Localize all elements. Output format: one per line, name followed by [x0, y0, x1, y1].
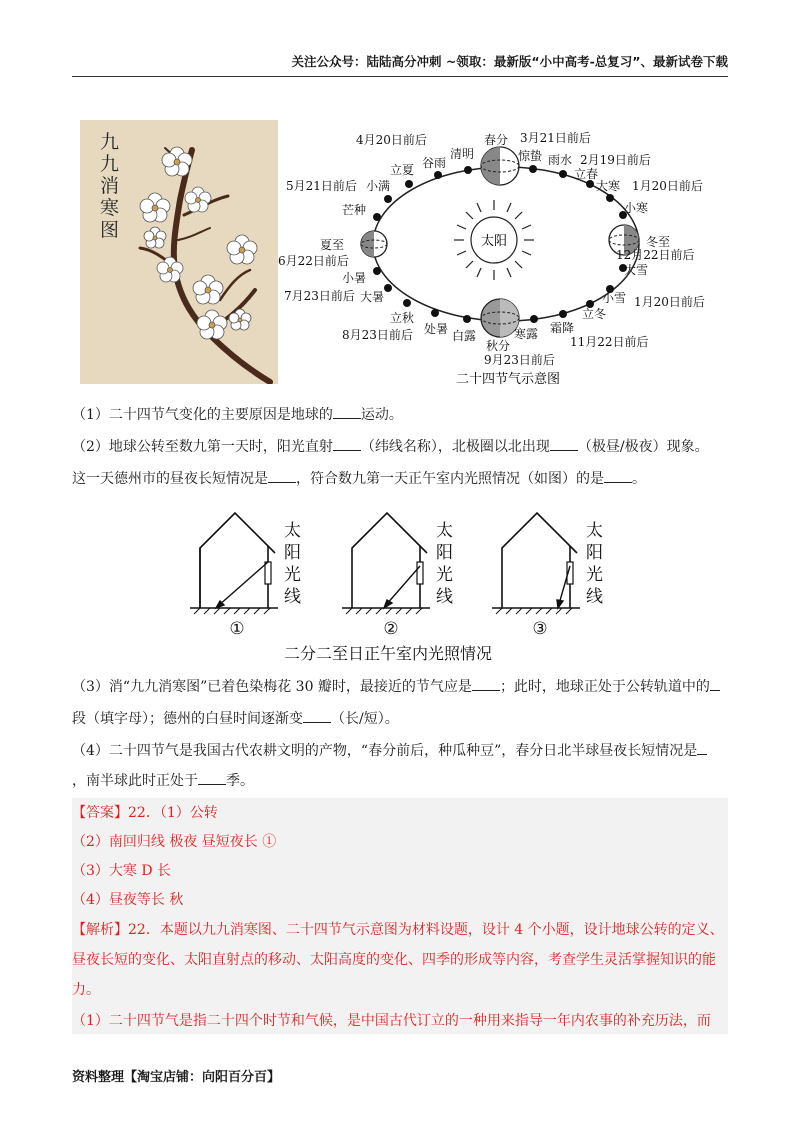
- label-lidong: 立冬: [582, 307, 607, 321]
- q2-blank-1[interactable]: [333, 436, 361, 451]
- plum-title-4: 寒: [100, 197, 120, 219]
- q2-text-b: （纬线名称），北极圈以北出现: [360, 439, 550, 455]
- houses-caption: 二分二至日正午室内光照情况: [283, 644, 493, 663]
- label-chunfen: 春分: [484, 133, 509, 147]
- label-sep23: 9月23日前后: [484, 353, 555, 367]
- label-jun22: 6月22日前后: [278, 254, 349, 268]
- label-yushui: 雨水: [548, 153, 573, 167]
- analysis-text-1: 22．本题以九九消寒图、二十四节气示意图为材料设题，设计 4 个小题，设计地球公转的定义、: [128, 922, 724, 938]
- q4-text-a: （4）二十四节气是我国古代农耕文明的产物，“春分前后，种瓜种豆”，春分日北半球昼夜长短情况是: [72, 743, 698, 759]
- q3-blank-3[interactable]: [303, 708, 331, 723]
- q3-text-a: （3）消“九九消寒图”已着色染梅花 30 瓣时，最接近的节气应是: [72, 679, 472, 695]
- orbit-caption: 二十四节气示意图: [455, 372, 561, 386]
- label-qingming: 清明: [450, 147, 475, 161]
- label-xiazhi: 夏至: [320, 238, 345, 252]
- q1-text-b: 运动。: [360, 407, 403, 423]
- ray-label-3-d: 线: [586, 587, 603, 607]
- question-3-cont: [72, 708, 732, 729]
- analysis-line-2: 昼夜长短的变化、太阳直射点的移动、太阳高度的变化、四季的形成等内容，考查学生灵活掌握知识的能: [72, 952, 716, 968]
- q4-text-b: ，南半球此时正处于: [72, 773, 198, 789]
- label-nov20: 1月20日前后: [634, 295, 705, 309]
- sun-label: 太阳: [480, 234, 508, 249]
- label-shuangjiang: 霜降: [550, 321, 575, 335]
- q3-blank-1[interactable]: [472, 676, 500, 691]
- answer-tag: 【答案】: [72, 805, 128, 821]
- ray-label-2-a: 太: [436, 521, 453, 541]
- earth-chunfen: [481, 147, 519, 185]
- q1-text-a: （1）二十四节气变化的主要原因是地球的: [72, 407, 333, 423]
- plum-title-1: 九: [100, 131, 120, 153]
- page-footer: 资料整理【淘宝店铺：向阳百分百】: [72, 1070, 281, 1085]
- label-may21: 5月21日前后: [286, 179, 357, 193]
- analysis-line-4: （1）二十四节气是指二十四个时节和气候，是中国古代订立的一种用来指导一年内农事的补充历法，而: [72, 1013, 711, 1029]
- label-jan20: 1月20日前后: [632, 179, 703, 193]
- ray-label-2-d: 线: [436, 587, 453, 607]
- label-guyu: 谷雨: [422, 156, 447, 170]
- house-number-1: ①: [229, 619, 245, 639]
- label-lixia: 立夏: [390, 163, 415, 177]
- label-liqiu: 立秋: [390, 311, 415, 325]
- earth-xiazhi: [361, 231, 387, 257]
- q2-text-d: 这一天德州市的昼夜长短情况是: [72, 471, 268, 487]
- analysis-line-1: [72, 920, 724, 940]
- label-dongzhi: 冬至: [646, 235, 671, 249]
- question-2: [72, 436, 732, 457]
- label-xiaohan: 小寒: [624, 201, 649, 215]
- plum-title-2: 九: [100, 153, 120, 175]
- q2-blank-3[interactable]: [268, 468, 296, 483]
- q2-text-f: 。: [632, 471, 646, 487]
- ray-label-2-c: 光: [436, 565, 453, 585]
- label-chushu: 处暑: [424, 322, 449, 336]
- ray-label-2-b: 阳: [436, 543, 453, 563]
- label-xiaoman: 小满: [366, 179, 391, 193]
- solar-terms-diagram: [278, 122, 728, 390]
- ray-label-3-a: 太: [586, 521, 603, 541]
- answer-line-3: （3）大寒 D 长: [72, 863, 172, 879]
- label-jingzhe: 惊蛰: [518, 149, 543, 163]
- answer-line-2: （2）南回归线 极夜 昼短夜长 ①: [72, 834, 277, 850]
- label-dashu: 大暑: [360, 290, 385, 304]
- ray-label-1-d: 线: [284, 587, 301, 607]
- question-3: [72, 676, 732, 697]
- label-hanlu: 寒露: [514, 327, 539, 341]
- house-number-2: ②: [383, 619, 399, 639]
- answer-line-4: （4）昼夜等长 秋: [72, 892, 184, 908]
- analysis-line-3: 力。: [72, 982, 100, 998]
- ray-label-3-c: 光: [586, 565, 603, 585]
- question-2-cont: [72, 468, 732, 489]
- label-daxue: 大雪: [624, 263, 649, 277]
- ray-label-3-b: 阳: [586, 543, 603, 563]
- q2-text-e: ，符合数九第一天正午室内光照情况（如图）的是: [296, 471, 604, 487]
- q4-blank-2[interactable]: [198, 770, 226, 785]
- q2-blank-2[interactable]: [550, 436, 578, 451]
- q3-text-c: 段（填字母）；德州的白昼时间逐渐变: [72, 711, 303, 727]
- label-xiaoshu: 小暑: [342, 271, 367, 285]
- q3-text-d: （长/短）。: [331, 711, 399, 727]
- label-aug23: 8月23日前后: [342, 328, 413, 342]
- analysis-tag: 【解析】: [72, 922, 128, 938]
- question-4: [72, 740, 732, 761]
- ray-label-1-b: 阳: [284, 543, 301, 563]
- label-apr20: 4月20日前后: [356, 133, 427, 147]
- label-lichun: 立春: [574, 167, 599, 181]
- label-mangzhong: 芒种: [342, 203, 367, 217]
- label-feb19: 2月19日前后: [580, 153, 651, 167]
- plum-title-5: 图: [100, 219, 120, 241]
- q2-text-a: （2）地球公转至数九第一天时，阳光直射: [72, 439, 333, 455]
- question-1: [72, 404, 732, 425]
- houses-figure: [180, 508, 630, 672]
- house-number-3: ③: [532, 619, 548, 639]
- label-mar21: 3月21日前后: [520, 131, 591, 145]
- q3-text-b: ；此时，地球正处于公转轨道中的: [499, 679, 710, 695]
- answer-text-1: 22．（1）公转: [128, 805, 218, 821]
- page-header: 关注公众号：陆陆高分冲刺 ~领取：最新版“小中高考-总复习”、最新试卷下载: [72, 52, 728, 77]
- label-dahan: 大寒: [596, 179, 621, 193]
- q2-text-c: （极昼/极夜）现象。: [577, 439, 709, 455]
- q2-blank-4[interactable]: [604, 468, 632, 483]
- ray-label-1-a: 太: [284, 521, 301, 541]
- label-dec22: 12月22日前后: [616, 248, 695, 262]
- q4-blank-1[interactable]: [697, 740, 707, 755]
- plum-title-3: 消: [100, 175, 120, 197]
- plum-blossom-image: [80, 120, 278, 384]
- q4-text-c: 季。: [226, 773, 254, 789]
- question-4-cont: [72, 770, 732, 791]
- answer-line-1: [72, 803, 218, 823]
- label-qiufen: 秋分: [486, 339, 511, 353]
- label-bailu: 白露: [452, 329, 477, 343]
- label-xiaoxue: 小雪: [602, 291, 627, 305]
- ray-label-1-c: 光: [284, 565, 301, 585]
- label-jul23: 7月23日前后: [284, 289, 355, 303]
- label-nov22: 11月22日前后: [570, 335, 649, 349]
- q1-blank[interactable]: [333, 404, 361, 419]
- q3-blank-2[interactable]: [710, 676, 720, 691]
